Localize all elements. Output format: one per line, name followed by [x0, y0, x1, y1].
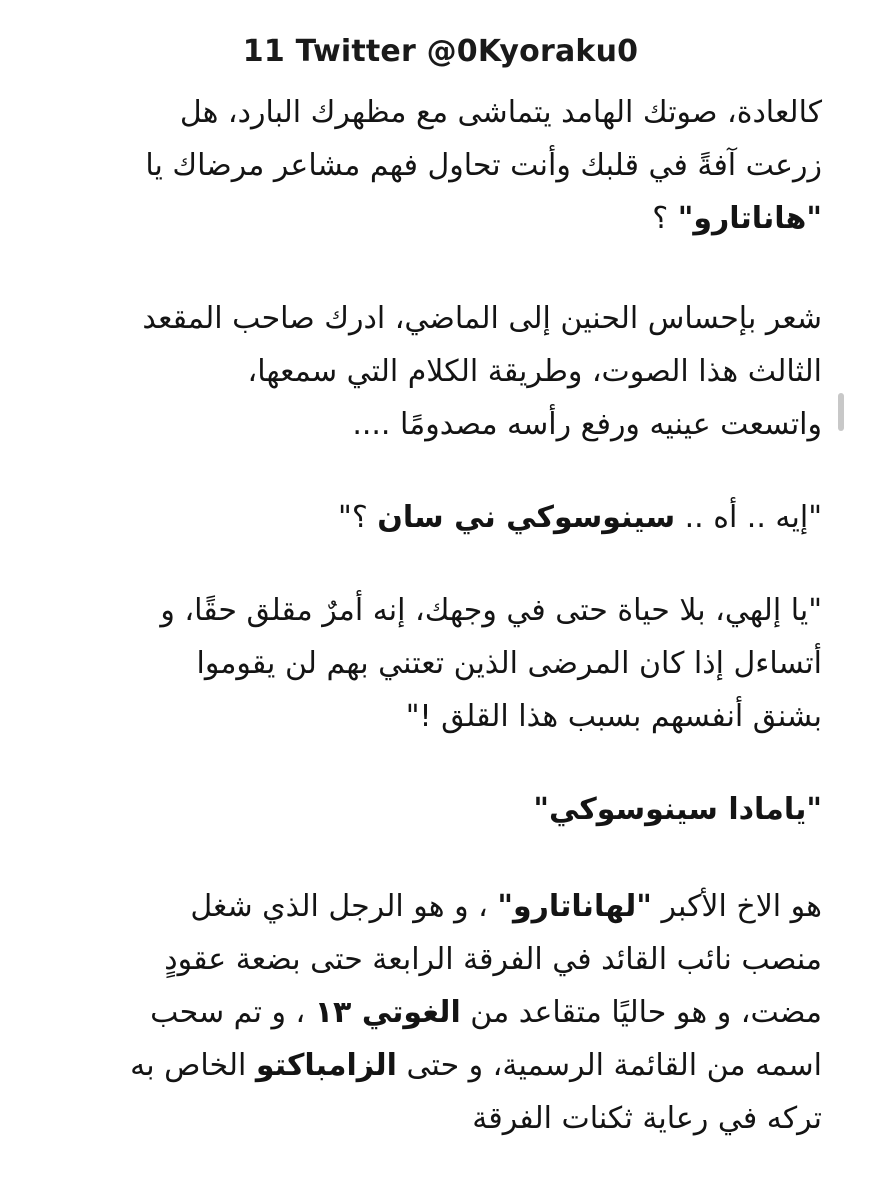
character-name: سينوسوكي ني سان: [377, 500, 676, 535]
paragraph-3: [60, 491, 822, 544]
paragraph-2: [60, 292, 822, 451]
character-name: "هاناتارو": [677, 201, 822, 236]
text-fragment: اسمه من القائمة الرسمية، و حتى: [396, 1048, 822, 1083]
text-fragment: ، و هو الرجل الذي شغل: [190, 889, 498, 924]
text-fragment: "إيه .. أه ..: [675, 500, 822, 535]
text-fragment: ، و تم سحب: [150, 995, 315, 1030]
text-fragment: مضت، و هو حاليًا متقاعد من: [460, 995, 822, 1030]
character-name: "يامادا سينوسوكي": [533, 792, 822, 827]
text-line: كالعادة، صوتك الهامد يتماشى مع مظهرك البارد، هل: [179, 95, 822, 130]
header-title: 11 Twitter @0Kyoraku0: [242, 34, 639, 69]
text-line: شعر بإحساس الحنين إلى الماضي، ادرك صاحب المقعد: [142, 301, 822, 336]
text-fragment: ؟: [652, 201, 678, 236]
text-line: بشنق أنفسهم بسبب هذا القلق !": [405, 699, 822, 734]
text-line: [60, 1039, 822, 1092]
text-fragment: هو الاخ الأكبر: [651, 889, 822, 924]
weapon-name: الزامباكتو: [255, 1048, 397, 1083]
text-fragment: ؟": [338, 500, 378, 535]
text-line: [60, 986, 822, 1039]
text-line: "يا إلهي، بلا حياة حتى في وجهك، إنه أمرٌ مقلق حقًا، و: [160, 593, 822, 628]
text-line: [60, 880, 822, 933]
text-line: [60, 491, 822, 544]
text-line: تركه في رعاية ثكنات الفرقة: [472, 1101, 822, 1136]
paragraph-1: [60, 86, 822, 245]
paragraph-4: [60, 584, 822, 743]
paragraph-6: [60, 880, 822, 1145]
text-line: منصب نائب القائد في الفرقة الرابعة حتى بضعة عقودٍ: [164, 942, 822, 977]
text-fragment: الخاص به: [130, 1048, 256, 1083]
text-line: زرعت آفةً في قلبك وأنت تحاول فهم مشاعر مرضاك يا: [145, 148, 822, 183]
text-line: الثالث هذا الصوت، وطريقة الكلام التي سمعها،: [247, 354, 822, 389]
text-line: [60, 192, 822, 245]
character-name: "لهاناتارو": [497, 889, 652, 924]
paragraph-5: [60, 783, 822, 836]
story-text: [60, 86, 822, 1145]
scroll-indicator[interactable]: [838, 393, 844, 431]
text-line: [60, 783, 822, 836]
organization-name: الغوتي ١٣: [314, 995, 461, 1030]
text-line: أتساءل إذا كان المرضى الذين تعتني بهم لن يقوموا: [196, 646, 822, 681]
text-line: واتسعت عينيه ورفع رأسه مصدومًا ....: [352, 407, 822, 442]
